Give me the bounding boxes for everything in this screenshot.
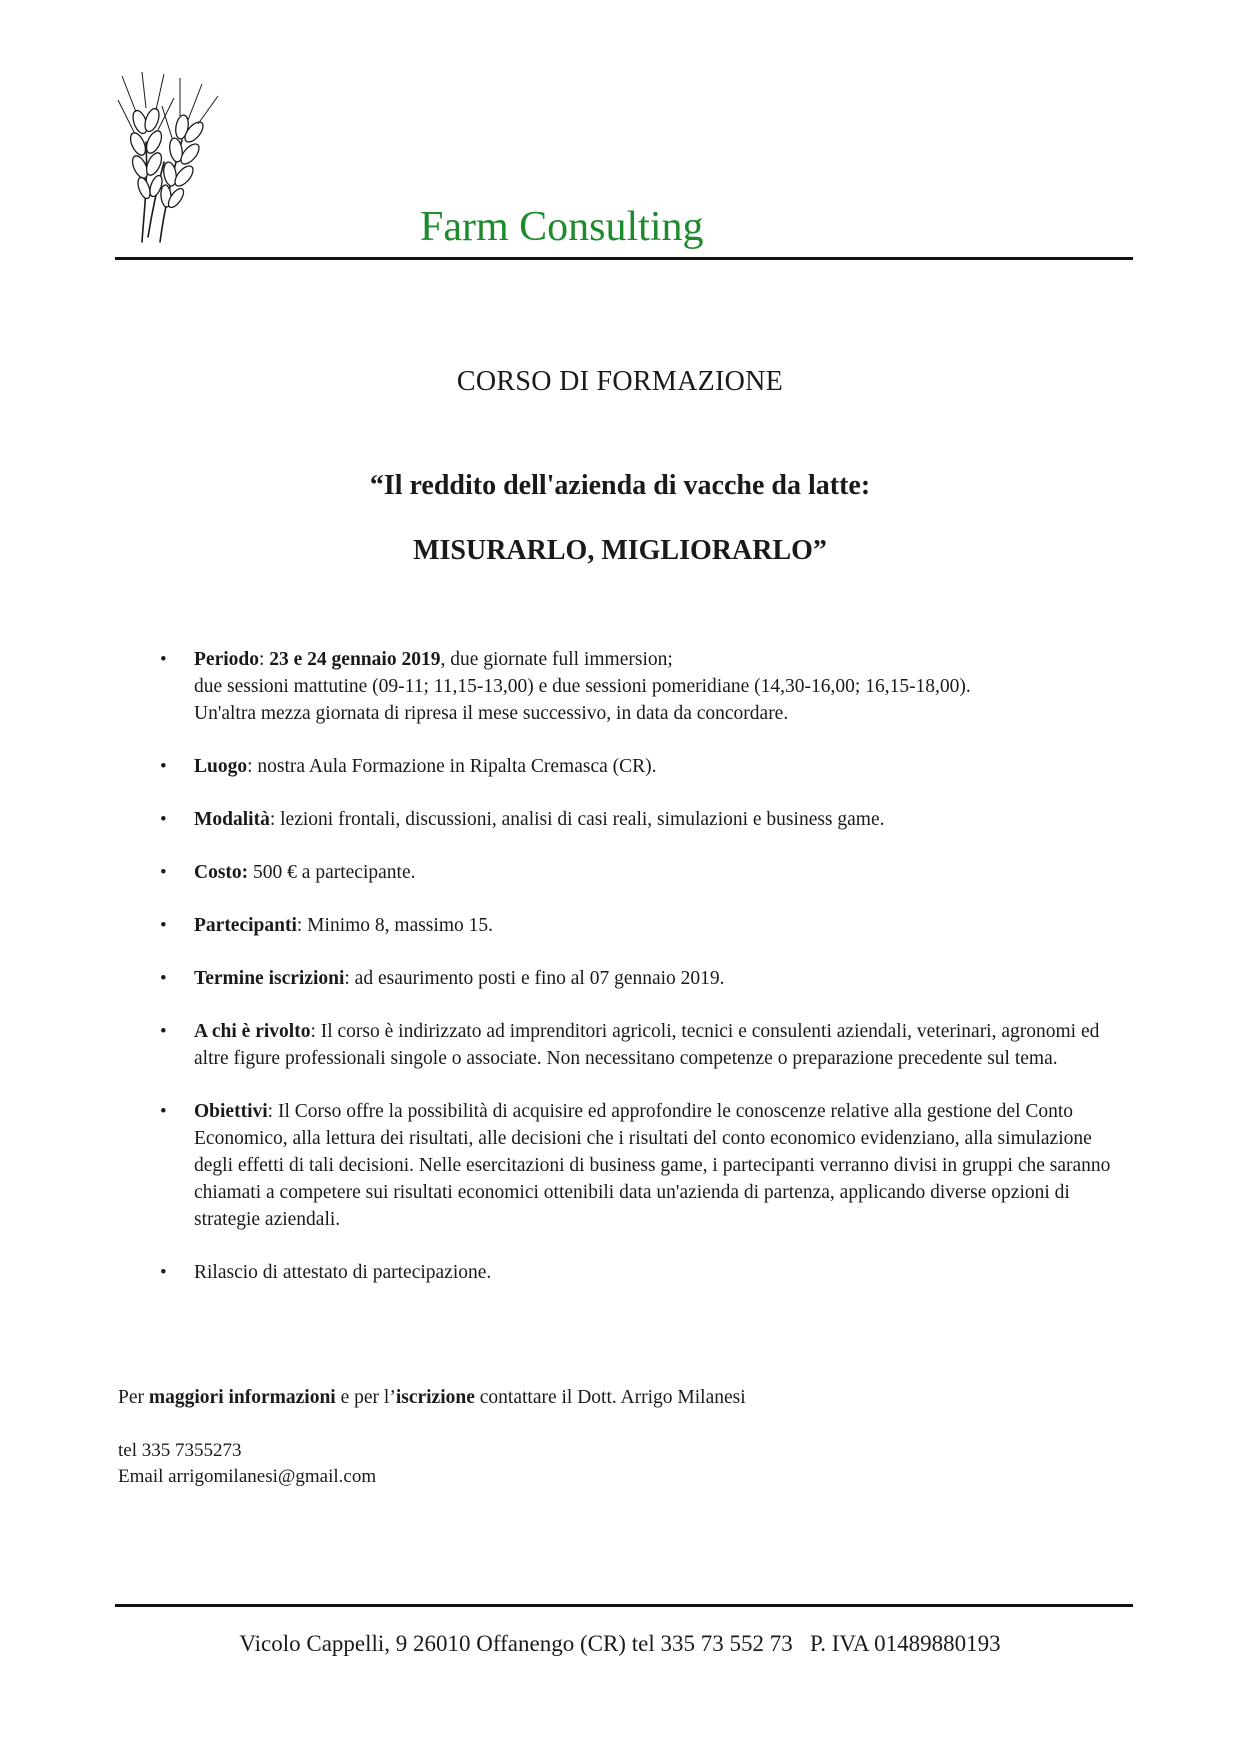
bullet-icon: • (160, 809, 167, 830)
contact-prefix: Per (118, 1387, 149, 1408)
item-text: , due giornate full immersion; (440, 649, 673, 670)
bullet-icon: • (160, 649, 167, 670)
contact-details (118, 1438, 376, 1490)
bullet-icon: • (160, 1262, 167, 1283)
header-divider (115, 257, 1133, 260)
contact-suffix: contattare il Dott. Arrigo Milanesi (474, 1387, 746, 1408)
contact-line (118, 1384, 746, 1411)
item-text: : lezioni frontali, discussioni, analisi di casi reali, simulazioni e business game. (269, 809, 885, 830)
item-label: Modalità (194, 809, 270, 830)
course-title-line1: “Il reddito dell'azienda di vacche da latte: (369, 470, 871, 501)
item-separator: : (258, 649, 270, 670)
contact-strong-iscrizione: iscrizione (395, 1387, 475, 1408)
item-strong-value: 23 e 24 gennaio 2019 (269, 649, 441, 670)
bullet-icon: • (160, 1101, 167, 1122)
item-text: : Minimo 8, massimo 15. (296, 915, 493, 936)
item-text: : Il Corso offre la possibilità di acquisire ed approfondire le conoscenze relative alla gestione del Conto Economico, alla lettura dei risultati, alle decisioni che i risultati del conto economico evidenziano, alla simulazione degli effetti di tali decisioni. Nelle esercitazioni di business game, i partecipanti verranno divisi in gruppi che saranno chiamati a competere sui risultati economici ottenibili data un'azienda di partenza, applicando diverse opzioni di strategie aziendali. (194, 1101, 1111, 1230)
list-item-obiettivi (160, 1098, 1120, 1233)
bullet-icon: • (160, 862, 167, 883)
item-text: : nostra Aula Formazione in Ripalta Cremasca (CR). (247, 756, 657, 777)
bullet-icon: • (160, 1021, 167, 1042)
list-item-attestato (160, 1259, 1120, 1286)
list-item-costo (160, 859, 1120, 886)
item-text: Rilascio di attestato di partecipazione. (194, 1262, 492, 1283)
item-label: Costo: (194, 862, 249, 883)
bullet-icon: • (160, 968, 167, 989)
bullet-icon: • (160, 756, 167, 777)
contact-info (118, 1384, 746, 1411)
item-label: Periodo (194, 649, 259, 670)
footer-divider (115, 1604, 1133, 1607)
course-type: CORSO DI FORMAZIONE (456, 366, 784, 397)
item-label: Termine iscrizioni (194, 968, 345, 989)
list-item-partecipanti (160, 912, 1120, 939)
wheat-logo-icon (112, 72, 222, 244)
list-item-luogo (160, 753, 1120, 780)
list-item-modalita (160, 806, 1120, 833)
item-label: Luogo (194, 756, 248, 777)
item-label: A chi è rivolto (194, 1021, 311, 1042)
bullet-icon: • (160, 915, 167, 936)
item-text: : Il corso è indirizzato ad imprenditori agricoli, tecnici e consulenti aziendali, veterinari, agronomi ed altre figure professionali singole o associate. Non necessitano competenze o preparazione precedente sul tema. (194, 1021, 1100, 1069)
item-text: 500 € a partecipante. (248, 862, 416, 883)
contact-email: Email arrigomilanesi@gmail.com (118, 1466, 377, 1487)
list-item-termine-iscrizioni (160, 965, 1120, 992)
list-item-periodo (160, 646, 1120, 727)
course-title-line2: MISURARLO, MIGLIORARLO” (413, 535, 827, 566)
footer-address: Vicolo Cappelli, 9 26010 Offanengo (CR) tel 335 73 552 73 P. IVA 01489880193 (239, 1631, 1001, 1656)
list-item-a-chi-e-rivolto (160, 1018, 1120, 1072)
item-text-line2: due sessioni mattutine (09-11; 11,15-13,00) e due sessioni pomeridiane (14,30-16,00; 16,15-18,00). (194, 676, 971, 697)
contact-strong-info: maggiori informazioni (148, 1387, 336, 1408)
course-details-list (160, 646, 1120, 1312)
item-text: : ad esaurimento posti e fino al 07 gennaio 2019. (344, 968, 725, 989)
item-label: Partecipanti (194, 915, 297, 936)
brand-name: Farm Consulting (420, 204, 704, 250)
contact-middle: e per l’ (335, 1387, 396, 1408)
item-label: Obiettivi (194, 1101, 268, 1122)
contact-phone: tel 335 7355273 (118, 1440, 242, 1461)
item-text-line3: Un'altra mezza giornata di ripresa il mese successivo, in data da concordare. (194, 703, 789, 724)
